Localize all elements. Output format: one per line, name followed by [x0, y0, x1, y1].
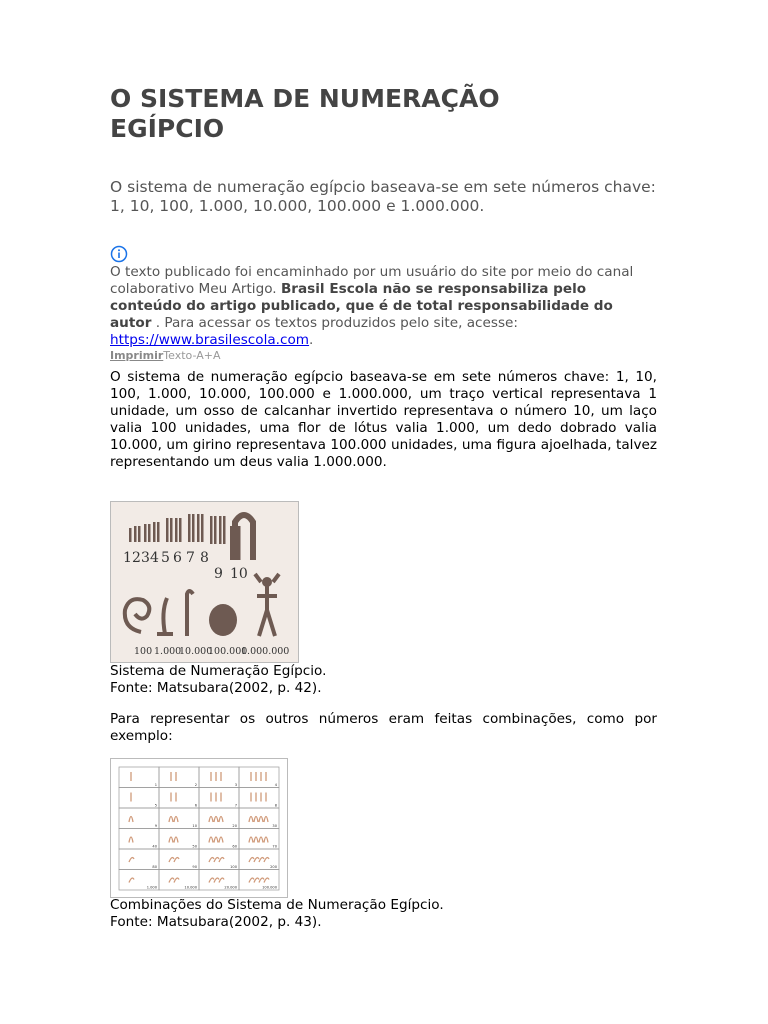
hieroglyph-mark	[259, 878, 264, 882]
hieroglyph-mark	[214, 878, 219, 882]
hieroglyph-mark	[214, 837, 218, 843]
caption-title: Sistema de Numeração Egípcio.	[110, 663, 327, 679]
font-increase-button[interactable]: A	[212, 349, 221, 362]
caption-source: Fonte: Matsubara(2002, p. 43).	[110, 914, 322, 930]
hieroglyph-mark	[214, 858, 219, 862]
value-labels	[134, 646, 289, 657]
hieroglyph-mark	[264, 817, 268, 823]
hieroglyph-mark	[264, 837, 268, 843]
cell-value-label: 1	[154, 783, 157, 787]
hieroglyph-mark	[129, 878, 134, 882]
digit-label: 10	[230, 566, 248, 582]
value-label: 100.000	[208, 646, 248, 657]
hieroglyph-mark	[249, 837, 253, 843]
cell-value-label: 60	[232, 844, 237, 849]
numeral-labels	[123, 550, 248, 582]
hieroglyph-mark	[259, 817, 263, 823]
hieroglyph-mark	[249, 817, 253, 823]
cell-value-label: 9	[154, 824, 157, 828]
hieroglyph-mark	[254, 817, 258, 823]
value-label: 100	[134, 646, 153, 657]
cell-value-label: 20.000	[224, 885, 237, 890]
hieroglyph-mark	[209, 878, 214, 882]
hieroglyph-mark	[174, 878, 179, 882]
grid-cell	[239, 788, 279, 809]
digit-label: 5	[161, 550, 170, 566]
grid-cell	[199, 767, 239, 788]
grid-cell	[119, 808, 159, 829]
cell-value-label: 100.000	[262, 885, 277, 890]
hieroglyph-mark	[174, 858, 179, 862]
grid-cell	[119, 788, 159, 809]
body-paragraph-1: O sistema de numeração egípcio baseava-se em sete números chave: 1, 10, 100, 1.000, 10.000, 100.000 e 1.000.000, um traço vertical representava 1 unidade, um osso de calcanhar invertido representava o número 10, um laço valia 100 unidades, uma flor de lótus valia 1.000, um dedo dobrado valia 10.000, um girino representava 100.000 unidades, uma figura ajoelhada, talvez representando um deus valia 1.000.000.	[110, 369, 657, 470]
notice-text-3: .	[309, 332, 314, 348]
hieroglyph-mark	[259, 837, 263, 843]
notice-text-2: . Para acessar os textos produzidos pelo site, acesse:	[151, 315, 518, 331]
hieroglyph-mark	[214, 817, 218, 823]
title-line-2: EGÍPCIO	[110, 114, 225, 143]
cell-value-label: 1.000	[146, 885, 157, 890]
value-label: 1.000.000	[241, 646, 290, 657]
hieroglyph-mark	[209, 858, 214, 862]
hieroglyph-mark	[249, 878, 254, 882]
cell-value-label: 30	[272, 824, 277, 828]
combinations-grid	[119, 767, 279, 890]
cell-value-label: 100	[230, 865, 237, 869]
hieroglyph-mark	[209, 817, 213, 823]
print-button[interactable]: Imprimir	[110, 349, 164, 362]
pictographs	[125, 591, 193, 636]
article-subtitle: O sistema de numeração egípcio baseava-se em sete números chave: 1, 10, 100, 1.000, 10.000, 100.000 e 1.000.000.	[110, 178, 656, 215]
digit-label: 6	[173, 550, 182, 566]
hieroglyph-mark	[169, 858, 174, 862]
hieroglyph-mark	[264, 878, 269, 882]
hieroglyph-mark	[169, 817, 173, 823]
combinations-table-figure	[110, 758, 288, 898]
digit-label: 3	[141, 550, 150, 566]
hieroglyph-mark	[254, 858, 259, 862]
hieroglyph-mark	[169, 878, 174, 882]
caption-source: Fonte: Matsubara(2002, p. 42).	[110, 680, 322, 696]
body-paragraph-2: Para representar os outros números eram feitas combinações, como por exemplo:	[110, 711, 657, 744]
brasilescola-link[interactable]: https://www.brasilescola.com	[110, 332, 310, 348]
cell-value-label: 3	[234, 783, 237, 787]
digit-label: 9	[214, 566, 223, 582]
font-decrease-button[interactable]: A	[196, 349, 204, 362]
cell-value-label: 50	[192, 844, 197, 849]
figure-1-caption	[110, 663, 670, 697]
font-plus-sign: +	[203, 349, 213, 362]
hieroglyph-mark	[219, 878, 224, 882]
combination-cell-labels	[147, 783, 278, 890]
hieroglyph-mark	[259, 858, 264, 862]
cell-value-label: 2	[194, 783, 197, 787]
finger-glyph	[187, 591, 193, 636]
article-toolbar	[110, 349, 220, 362]
notice-text-1: O texto publicado foi encaminhado por um usuário do site por meio do canal colaborativo Meu Artigo.	[110, 264, 634, 297]
cell-value-label: 10	[192, 824, 197, 828]
digit-label: 4	[150, 550, 159, 566]
value-label: 1.000	[154, 646, 182, 657]
digit-label: 1	[123, 550, 132, 566]
cell-value-label: 5	[154, 803, 157, 808]
hieroglyph-mark	[174, 837, 178, 843]
title-line-1: O SISTEMA DE NUMERAÇÃO	[110, 84, 500, 113]
hieroglyph-mark	[254, 837, 258, 843]
egyptian-numerals-figure	[110, 501, 299, 663]
hieroglyph-mark	[129, 837, 133, 843]
article-title	[110, 84, 670, 144]
cell-value-label: 200	[270, 865, 277, 869]
grid-cell	[199, 788, 239, 809]
cell-value-label: 7	[234, 803, 237, 808]
disclaimer-notice	[110, 264, 658, 349]
grid-cell	[159, 788, 199, 809]
hieroglyph-mark	[254, 878, 259, 882]
tadpole-glyph	[209, 604, 237, 636]
cell-value-label: 90	[192, 865, 197, 869]
hieroglyph-mark	[219, 858, 224, 862]
cell-value-label: 70	[272, 844, 277, 849]
digit-label: 2	[132, 550, 141, 566]
grid-cell	[159, 767, 199, 788]
figure-2-caption	[110, 897, 670, 931]
hieroglyph-mark	[174, 817, 178, 823]
hieroglyph-mark	[129, 858, 134, 862]
digit-label: 7	[186, 550, 195, 566]
info-icon	[110, 245, 128, 263]
caption-title: Combinações do Sistema de Numeração Egípcio.	[110, 897, 444, 913]
value-label: 10.000	[179, 646, 213, 657]
hieroglyph-mark	[219, 817, 223, 823]
cell-value-label: 80	[152, 865, 157, 869]
text-size-label: Texto-	[163, 349, 197, 362]
cell-value-label: 8	[274, 803, 277, 808]
grid-cell	[119, 767, 159, 788]
cell-value-label: 10.000	[184, 885, 197, 890]
digit-label: 8	[200, 550, 209, 566]
coil-glyph	[125, 599, 149, 632]
notice-bold: Brasil Escola não se responsabiliza pelo conteúdo do artigo publicado, que é de total responsabilidade do autor	[110, 281, 613, 331]
lotus-glyph	[157, 598, 173, 634]
heel-bone-glyph	[235, 515, 253, 560]
cell-value-label: 40	[152, 844, 157, 849]
hieroglyph-mark	[209, 837, 213, 843]
cell-value-label: 4	[274, 783, 277, 787]
grid-cell	[239, 767, 279, 788]
hieroglyph-mark	[219, 837, 223, 843]
hieroglyph-mark	[169, 837, 173, 843]
cell-value-label: 20	[232, 824, 237, 828]
hieroglyph-mark	[249, 858, 254, 862]
hieroglyph-mark	[264, 858, 269, 862]
hieroglyph-mark	[129, 817, 133, 823]
cell-value-label: 6	[194, 803, 197, 808]
